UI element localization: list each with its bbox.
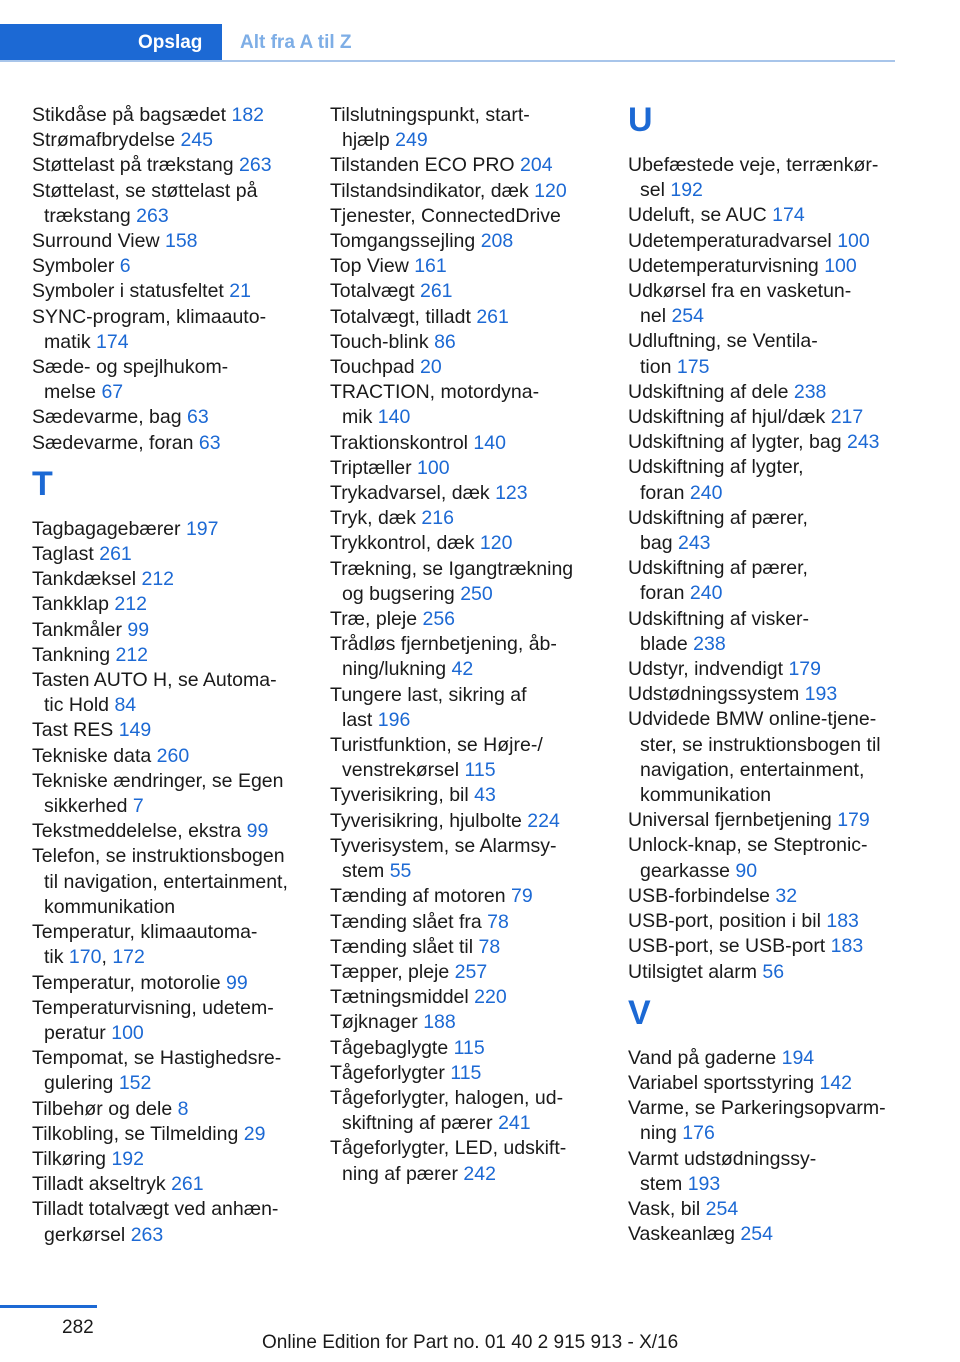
page-reference-link[interactable]: 183	[830, 935, 864, 958]
index-entry-text: Sædevarme, bag	[32, 406, 182, 429]
index-entry-text: Temperatur, motorolie	[32, 971, 221, 994]
page-reference-link[interactable]: 115	[453, 1036, 485, 1059]
index-entry-text: Støttelast, se støttelast på trækstang	[32, 179, 258, 227]
index-entry-text: Udskiftning af dele	[628, 380, 789, 403]
index-entry	[628, 1197, 896, 1222]
index-entry	[330, 229, 598, 254]
page-reference-link[interactable]: 21	[229, 280, 251, 303]
page-reference-link[interactable]: 261	[99, 543, 132, 566]
index-entry	[628, 430, 896, 455]
index-entry	[32, 1197, 302, 1247]
index-entry	[330, 481, 598, 506]
page-reference-link[interactable]: 188	[423, 1011, 456, 1034]
index-entry	[32, 1147, 302, 1172]
index-entry	[628, 1096, 896, 1146]
index-entry-text: Trækning, se Igangtrækning og bugsering	[330, 557, 574, 605]
index-entry-text: USB-port, position i bil	[628, 910, 821, 933]
page-reference-link[interactable]: 238	[793, 380, 827, 403]
page-reference-link[interactable]: 42	[451, 658, 474, 681]
page-reference-link[interactable]: 149	[118, 719, 152, 742]
index-entry-text: Træ, pleje	[330, 608, 418, 631]
index-entry	[32, 769, 302, 819]
index-entry-text: Vaskeanlæg	[628, 1223, 735, 1246]
index-entry-text: Udluftning, se Ventila‐ tion	[628, 330, 818, 378]
index-entry-text: Tempomat, se Hastighedsre‐ gulering	[32, 1047, 282, 1095]
index-entry	[628, 909, 896, 934]
index-entry-text: Tekniske ændringer, se Egen sikkerhed	[32, 769, 284, 818]
index-entry	[32, 643, 302, 668]
page-reference-link[interactable]: 249	[395, 129, 428, 152]
index-entry-text: Tilladt akseltryk	[32, 1173, 166, 1196]
index-entry	[330, 557, 598, 607]
index-entry	[628, 1147, 896, 1197]
page-reference-link[interactable]: 240	[689, 481, 723, 504]
index-entry	[628, 884, 896, 909]
index-entry-text: Udeluft, se AUC	[628, 204, 767, 227]
index-entry	[330, 355, 598, 380]
page-reference-link[interactable]: 175	[676, 355, 710, 378]
index-entry	[32, 229, 302, 254]
edition-info: Online Edition for Part no. 01 40 2 915 913 - X/16	[262, 1332, 679, 1353]
page-reference-link[interactable]: 245	[180, 129, 214, 152]
index-entry	[628, 380, 896, 405]
index-entry	[628, 682, 896, 707]
tab-opslag[interactable]: Opslag	[0, 24, 222, 62]
index-entry-text: Udskiftning af lygter, bag	[628, 431, 842, 454]
index-entry-text: USB-port, se USB-port	[628, 935, 826, 958]
page-reference-link[interactable]: 79	[511, 885, 533, 908]
index-entry-text: Sædevarme, foran	[32, 431, 194, 454]
index-entry-text: Totalvægt, tilladt	[330, 305, 471, 328]
page-reference-link[interactable]: 100	[417, 456, 450, 479]
index-entry-text: Tyverisystem, se Alarmsy‐ stem	[330, 834, 557, 883]
page-reference-link[interactable]: 212	[141, 568, 175, 591]
header-tabbar	[0, 24, 895, 62]
index-entry	[330, 884, 598, 909]
index-entry-text: Tågeforlygter, LED, udskift‐ ning af pærer	[330, 1137, 567, 1185]
index-entry	[628, 229, 896, 254]
index-entry	[330, 985, 598, 1010]
index-entry	[628, 254, 896, 279]
page-reference-link[interactable]: 243	[846, 431, 880, 454]
index-entry-text: USB-forbindelse	[628, 884, 770, 907]
index-entry	[32, 405, 302, 430]
page-reference-link[interactable]: 208	[480, 230, 514, 253]
index-entry-text: TRACTION, motordyna‐ mik	[330, 381, 540, 429]
index-entry	[32, 971, 302, 996]
index-entry	[330, 179, 598, 204]
index-entry-text: Utilsigtet alarm	[628, 960, 757, 983]
index-entry	[330, 733, 598, 783]
page-reference-link[interactable]: 176	[682, 1122, 715, 1145]
index-entry	[32, 819, 302, 844]
index-entry-text: Tekniske data	[32, 744, 152, 767]
index-entry-text: Tjenester, ConnectedDrive	[330, 204, 561, 227]
page-reference-link[interactable]: 142	[819, 1071, 853, 1094]
page-reference-link[interactable]: 261	[476, 305, 509, 328]
page-reference-link[interactable]: 120	[479, 532, 513, 555]
index-entry-text: Totalvægt	[330, 280, 415, 303]
page-reference-link[interactable]: 99	[226, 971, 248, 994]
page-reference-link[interactable]: 63	[187, 406, 209, 429]
index-entry	[628, 405, 896, 430]
index-entry	[628, 1222, 896, 1247]
page-reference-link[interactable]: 224	[527, 809, 560, 832]
page-reference-link[interactable]: 197	[185, 517, 219, 540]
page-reference-link[interactable]: 238	[693, 632, 726, 655]
index-entry	[32, 996, 302, 1046]
index-entry-text: Tilladt totalvægt ved anhæn‐ gerkørsel	[32, 1198, 279, 1246]
page-reference-link[interactable]: 32	[775, 884, 798, 907]
page-reference-link[interactable]: 84	[114, 694, 137, 717]
index-entry	[330, 910, 598, 935]
page-reference-link[interactable]: 263	[130, 1223, 164, 1246]
index-entry-text: Traktionskontrol	[330, 431, 468, 454]
index-entry	[628, 329, 896, 379]
index-entry-text: Tøjknager	[330, 1011, 418, 1034]
index-entry	[32, 567, 302, 592]
index-entry-text: Tæpper, pleje	[330, 960, 450, 983]
index-entry	[330, 1036, 598, 1061]
index-entry-text: Trykkontrol, dæk	[330, 532, 475, 555]
tabbar-underline	[0, 60, 895, 62]
page-reference-link[interactable]: 193	[804, 683, 838, 706]
tab-alt-fra-a-til-z[interactable]: Alt fra A til Z	[240, 32, 352, 53]
footer-rule	[0, 1305, 97, 1308]
index-entry	[330, 531, 598, 556]
page-reference-link[interactable]: 254	[740, 1223, 773, 1246]
page-reference-link[interactable]: 8	[177, 1097, 189, 1120]
index-entry-text: Støttelast på trækstang	[32, 154, 234, 177]
index-entry	[330, 607, 598, 632]
page-reference-link[interactable]: 260	[156, 744, 190, 767]
page-reference-link[interactable]: 194	[781, 1046, 815, 1069]
index-entry	[32, 279, 302, 304]
index-entry-text: Universal fjernbetjening	[628, 809, 832, 832]
index-entry	[32, 179, 302, 229]
index-entry	[330, 1136, 598, 1186]
index-entry	[628, 1046, 896, 1071]
index-entry-text: Tilbehør og dele	[32, 1097, 173, 1120]
index-entry	[32, 103, 302, 128]
index-entry-text: Tågebaglygte	[330, 1036, 449, 1059]
index-entry	[32, 1122, 302, 1147]
index-entry-text: Stikdåse på bagsædet	[32, 104, 227, 126]
index-entry-text: Tekstmeddelelse, ekstra	[32, 820, 242, 843]
index-entry-text: Tilkobling, se Tilmelding	[32, 1122, 239, 1145]
index-entry	[628, 153, 896, 203]
page-reference-link[interactable]: 123	[495, 482, 528, 505]
index-entry	[32, 517, 302, 542]
index-entry-text: Varmt udstødningssy‐ stem	[628, 1147, 817, 1195]
index-entry	[330, 935, 598, 960]
index-entry	[628, 833, 896, 883]
index-entry	[330, 254, 598, 279]
index-entry	[628, 556, 896, 606]
index-entry-text: Tilslutningspunkt, start‐ hjælp	[330, 104, 530, 152]
index-entry-text: Vand på gaderne	[628, 1046, 777, 1069]
index-entry-text: Tyverisikring, hjulbolte	[330, 809, 522, 832]
index-entry-text: Tænding af motoren	[330, 885, 506, 908]
index-entry	[32, 718, 302, 743]
index-entry-text: Tågeforlygter, halogen, ud‐ skiftning af pærer	[330, 1086, 564, 1135]
index-entry-text: Symboler	[32, 255, 115, 278]
index-entry	[628, 203, 896, 228]
page-reference-link[interactable]: 243	[677, 532, 711, 555]
index-column-3	[628, 103, 896, 1247]
page-reference-link[interactable]: 100	[837, 229, 870, 252]
index-entry	[32, 1097, 302, 1122]
page-reference-link[interactable]: 67	[101, 381, 124, 404]
index-entry-text: Udskiftning af hjul/dæk	[628, 406, 826, 429]
page-reference-link[interactable]: 172	[112, 946, 145, 969]
page-reference-link[interactable]: 240	[689, 582, 723, 605]
page-reference-link[interactable]: 220	[474, 986, 507, 1009]
index-entry-text: Symboler i statusfeltet	[32, 280, 224, 303]
page-reference-link[interactable]: 257	[454, 960, 488, 983]
index-entry-text: Udetemperaturvisning	[628, 254, 819, 277]
index-entry-text: Tankklap	[32, 593, 109, 616]
page-reference-link[interactable]: 100	[824, 254, 857, 277]
index-entry-text: Ubefæstede veje, terrænkør‐ sel	[628, 154, 879, 202]
index-entry-text: Tågeforlygter	[330, 1061, 445, 1084]
index-entry-text: Surround View	[32, 230, 160, 253]
page-reference-link[interactable]: 196	[377, 708, 411, 731]
page-reference-link[interactable]: 212	[114, 593, 147, 616]
page-reference-link[interactable]: 115	[464, 759, 496, 782]
index-entry-text: Varme, se Parkeringsopvarm‐ ning	[628, 1097, 886, 1145]
index-entry	[330, 809, 598, 834]
index-entry	[330, 330, 598, 355]
index-entry-text: Triptæller	[330, 456, 412, 479]
index-letter-heading: V	[628, 993, 651, 1032]
index-entry	[628, 279, 896, 329]
page-reference-link[interactable]: 99	[246, 820, 269, 843]
page-reference-link[interactable]: 55	[389, 860, 412, 883]
page-reference-link[interactable]: 183	[826, 910, 859, 933]
page-reference-link[interactable]: 170	[68, 946, 102, 969]
index-entry-text: Vask, bil	[628, 1197, 701, 1220]
index-column-2	[330, 103, 598, 1187]
index-entry	[32, 668, 302, 718]
index-entry-text: Top View	[330, 255, 409, 278]
index-entry	[628, 808, 896, 833]
index-entry-text: Tasten AUTO H, se Automa‐ tic Hold	[32, 669, 277, 717]
index-entry	[330, 960, 598, 985]
page-reference-link[interactable]: 161	[414, 255, 447, 278]
page-reference-link[interactable]: 158	[164, 230, 198, 253]
page-reference-link[interactable]: 78	[487, 910, 509, 933]
page-reference-link[interactable]: 179	[837, 809, 870, 832]
page-reference-link[interactable]: 261	[171, 1173, 204, 1196]
index-entry	[330, 506, 598, 531]
index-entry-text: Sæde- og spejlhukom‐ melse	[32, 356, 229, 404]
index-entry-text: Udskiftning af visker‐ blade	[628, 607, 809, 655]
index-entry-text: Tagbagagebærer	[32, 517, 181, 540]
index-entry	[32, 744, 302, 769]
index-entry	[330, 683, 598, 733]
index-entry	[32, 431, 302, 456]
page-reference-link[interactable]: 204	[520, 154, 553, 177]
index-entry	[32, 1172, 302, 1197]
page-reference-link[interactable]: 216	[421, 507, 454, 530]
index-entry	[330, 380, 598, 430]
index-entry-text: Telefon, se instruktionsbogen til navigation, entertainment, kommunikation	[32, 845, 288, 918]
page-reference-link[interactable]: 192	[670, 179, 703, 202]
index-entry	[32, 153, 302, 178]
page-reference-link[interactable]: 254	[671, 305, 704, 328]
index-entry	[32, 254, 302, 279]
page-reference-link[interactable]: 20	[420, 356, 442, 379]
index-entry-text: Turistfunktion, se Højre-/ venstrekørsel	[330, 734, 543, 782]
page-reference-link[interactable]: 115	[450, 1061, 482, 1084]
index-entry-text: Udkørsel fra en vasketun‐ nel	[628, 280, 852, 328]
page-reference-link[interactable]: 179	[788, 658, 821, 681]
page-reference-link[interactable]: 6	[119, 255, 131, 278]
index-entry	[32, 355, 302, 405]
index-entry	[628, 707, 896, 808]
index-entry-text: Tyverisikring, bil	[330, 784, 469, 807]
page-reference-link[interactable]: 263	[239, 154, 272, 177]
page-reference-link[interactable]: 7	[132, 795, 144, 818]
page-reference-link[interactable]: 43	[474, 784, 496, 807]
index-entry-text: Tungere last, sikring af last	[330, 683, 527, 731]
index-entry	[330, 204, 598, 229]
index-entry: Temperatur, klimaautoma‐ tik 170, 172	[32, 921, 258, 969]
index-entry	[32, 305, 302, 355]
page-reference-link[interactable]: 78	[478, 935, 501, 958]
page-reference-link[interactable]: 174	[96, 330, 129, 353]
page-reference-link[interactable]: 56	[762, 960, 785, 983]
index-entry	[330, 1061, 598, 1086]
index-entry-text: Strømafbrydelse	[32, 129, 176, 152]
page-reference-link[interactable]: 250	[460, 582, 493, 605]
index-entry	[32, 542, 302, 567]
index-letter-heading: U	[628, 101, 653, 139]
index-entry	[330, 279, 598, 304]
index-column-1	[32, 103, 302, 1248]
index-entry	[32, 618, 302, 643]
index-entry	[330, 153, 598, 178]
index-entry	[628, 960, 896, 985]
index-entry-text: Udskiftning af pærer, bag	[628, 506, 808, 555]
index-entry-text: Tilkøring	[32, 1147, 107, 1170]
index-entry-text: Tryk, dæk	[330, 507, 416, 530]
index-entry-text: Temperaturvisning, udetem‐ peratur	[32, 996, 274, 1044]
index-entry-text: Udetemperaturadvarsel	[628, 229, 832, 252]
index-entry-text: Touch-blink	[330, 330, 429, 353]
index-entry-text: Udskiftning af pærer, foran	[628, 557, 808, 605]
index-entry	[330, 783, 598, 808]
index-entry	[628, 934, 896, 959]
page-reference-link[interactable]: 217	[830, 406, 864, 429]
index-entry-text: Tankning	[32, 643, 111, 666]
index-entry-text: Tast RES	[32, 719, 114, 742]
index-entry	[628, 455, 896, 505]
index-entry	[628, 607, 896, 657]
page-reference-link[interactable]: 212	[115, 643, 149, 666]
index-entry-text: Udstyr, indvendigt	[628, 658, 784, 681]
index-entry-text: Udvidede BMW online-tjene‐ ster, se instruktionsbogen til navigation, entertainment, kommunikation	[628, 708, 881, 807]
page-reference-link[interactable]: 29	[243, 1122, 266, 1145]
index-entry-text: Tætningsmiddel	[330, 986, 469, 1009]
index-entry	[330, 456, 598, 481]
index-entry	[330, 431, 598, 456]
index-entry-text: Trykadvarsel, dæk	[330, 482, 490, 505]
page-reference-link[interactable]: 120	[534, 179, 567, 202]
index-entry	[628, 657, 896, 682]
index-entry	[32, 844, 302, 920]
page-reference-link[interactable]: 140	[377, 406, 411, 429]
index-entry	[32, 1046, 302, 1096]
page-reference-link[interactable]: 140	[473, 431, 506, 454]
index-entry-text: Tankdæksel	[32, 568, 137, 591]
page-reference-link[interactable]: 90	[735, 859, 758, 882]
index-entry-text: Tilstanden ECO PRO	[330, 154, 515, 177]
page-reference-link[interactable]: 192	[111, 1147, 144, 1170]
page-reference-link[interactable]: 263	[136, 204, 169, 227]
page-reference-link[interactable]: 86	[434, 330, 456, 353]
page-reference-link[interactable]: 152	[118, 1072, 152, 1095]
index-entry-text: Udstødningssystem	[628, 683, 800, 706]
page-reference-link[interactable]: 100	[111, 1021, 144, 1044]
index-entry	[330, 305, 598, 330]
index-entry	[330, 632, 598, 682]
index-entry-text: Udskiftning af lygter, foran	[628, 456, 804, 504]
page-reference-link[interactable]: 256	[422, 608, 456, 631]
page-reference-link[interactable]: 254	[705, 1197, 739, 1220]
index-entry-text: Temperatur, klimaautoma‐ tik	[32, 921, 258, 969]
index-entry	[628, 506, 896, 556]
index-entry	[330, 834, 598, 884]
page-reference-link[interactable]: 182	[231, 104, 265, 126]
index-entry	[32, 128, 302, 153]
index-entry-text: Tankmåler	[32, 618, 122, 641]
index-entry	[330, 1010, 598, 1035]
index-entry-text: Tomgangssejling	[330, 230, 476, 253]
page-reference-link[interactable]: 174	[772, 204, 805, 227]
index-entry-text: Variabel sportsstyring	[628, 1071, 815, 1094]
index-entry	[628, 1071, 896, 1096]
page-reference-link[interactable]: 99	[127, 618, 150, 641]
index-entry-text: Touchpad	[330, 356, 415, 379]
index-entry	[330, 1086, 598, 1136]
index-entry-text: Tænding slået til	[330, 935, 474, 958]
page-reference-link[interactable]: 261	[419, 280, 453, 303]
index-entry	[330, 103, 598, 153]
page-number: 282	[62, 1317, 94, 1338]
page-reference-link[interactable]: 242	[463, 1162, 496, 1185]
index-entry-text: SYNC-program, klimaauto‐ matik	[32, 305, 267, 353]
index-entry-text: Trådløs fjernbetjening, åb‐ ning/lukning	[330, 633, 557, 681]
index-entry	[32, 592, 302, 617]
page-reference-link[interactable]: 63	[198, 431, 221, 454]
index-entry-text: Unlock-knap, se Steptronic- gearkasse	[628, 834, 868, 882]
index-entry-text: Taglast	[32, 543, 94, 566]
page-reference-link[interactable]: 241	[498, 1112, 531, 1135]
index-entry-text: Tænding slået fra	[330, 910, 482, 933]
index-letter-heading: T	[32, 464, 53, 503]
index-entry-text: Tilstandsindikator, dæk	[330, 179, 529, 202]
page-reference-link[interactable]: 193	[687, 1172, 721, 1195]
